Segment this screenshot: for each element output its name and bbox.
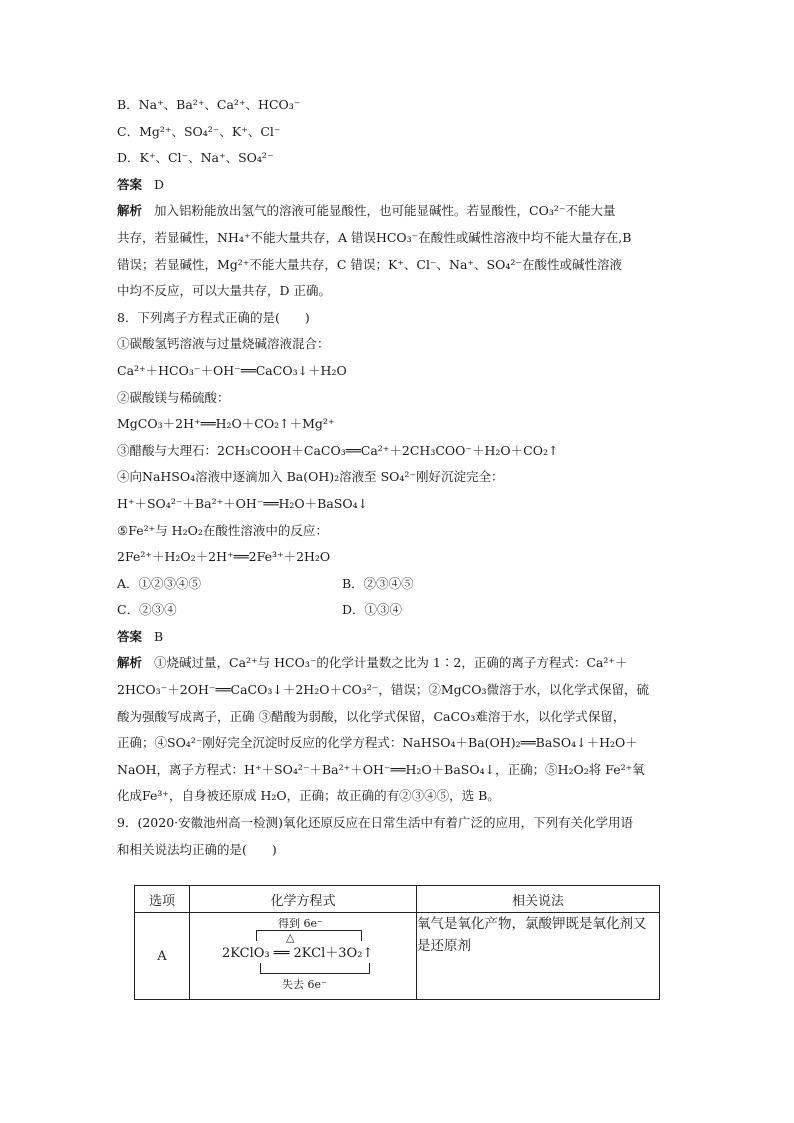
question-8-item: MgCO₃＋2H⁺══H₂O＋CO₂↑＋Mg²⁺: [117, 416, 335, 432]
chemical-equation: 2KClO₃ ══ 2KCl＋3O₂↑: [222, 946, 374, 961]
lose-bracket: [260, 963, 370, 974]
analysis-8-line: 化成Fe³⁺，自身被还原成 H₂O，正确；故正确的有②③④⑤，选 B。: [117, 788, 500, 804]
question-8-item: ②碳酸镁与稀硫酸：: [117, 389, 230, 405]
question-8-item: ①碳酸氢钙溶液与过量烧碱溶液混合：: [117, 336, 330, 352]
answer-value: D: [154, 176, 165, 192]
option-d-prev: D．K⁺、Cl⁻、Na⁺、SO₄²⁻: [117, 150, 274, 166]
option-c-prev: C．Mg²⁺、SO₄²⁻、K⁺、Cl⁻: [117, 123, 281, 139]
header-equation: 化学方程式: [190, 886, 417, 913]
answer-8: [117, 624, 677, 651]
question-8-item: H⁺＋SO₄²⁻＋Ba²⁺＋OH⁻══H₂O＋BaSO₄↓: [117, 495, 369, 511]
analysis-label: 解析: [117, 655, 143, 671]
header-option: 选项: [135, 886, 190, 913]
answer-7: [117, 172, 677, 199]
lose-electrons-label: 失去 6e⁻: [282, 978, 327, 991]
option-c: C．②③④: [117, 602, 177, 618]
gain-bracket: [256, 930, 362, 941]
gain-electrons-label: 得到 6e⁻: [278, 917, 323, 930]
question-8-options-row: [117, 597, 677, 624]
question-8-item: Ca²⁺＋HCO₃⁻＋OH⁻══CaCO₃↓＋H₂O: [117, 362, 347, 378]
row-option: A: [135, 913, 190, 1000]
table-header-row: [135, 886, 660, 913]
table-row: [135, 913, 660, 1000]
analysis-8-line: 解析 ①烧碱过量，Ca²⁺与 HCO₃⁻的化学计量数之比为 1∶2，正确的离子方程式：Ca²⁺＋: [117, 655, 628, 671]
electron-transfer-diagram: [190, 913, 416, 999]
analysis-8-line: NaOH，离子方程式：H⁺＋SO₄²⁻＋Ba²⁺＋OH⁻══H₂O＋BaSO₄↓，正确；⑤H₂O₂将 Fe²⁺氧: [117, 761, 645, 777]
analysis-7-line: 解析 加入铝粉能放出氢气的溶液可能显酸性，也可能显碱性。若显酸性，CO₃²⁻不能大量: [117, 203, 616, 219]
question-8-options-row: [117, 571, 677, 598]
options-table: [134, 885, 660, 1000]
option-a: A．①②③④⑤: [117, 575, 202, 591]
question-9-title: 和相关说法均正确的是( ): [117, 841, 277, 857]
document-body: [117, 92, 677, 863]
question-8-item: ⑤Fe²⁺与 H₂O₂在酸性溶液中的反应：: [117, 522, 328, 538]
row-saying: 氧气是氧化产物，氯酸钾既是氧化剂又是还原剂: [417, 913, 660, 1000]
option-b-prev: B．Na⁺、Ba²⁺、Ca²⁺、HCO₃⁻: [117, 97, 301, 112]
option-b: B．②③④⑤: [342, 575, 414, 591]
question-8-item: 2Fe²⁺＋H₂O₂＋2H⁺══2Fe³⁺＋2H₂O: [117, 549, 331, 565]
option-d: D．①③④: [342, 602, 403, 618]
analysis-8-line: 酸为强酸写成离子，正确 ③醋酸为弱酸，以化学式保留，CaCO₃难溶于水，以化学式保留，: [117, 708, 626, 724]
row-equation: [190, 913, 417, 1000]
question-8-item: ④向NaHSO₄溶液中逐滴加入 Ba(OH)₂溶液至 SO₄²⁻刚好沉淀完全：: [117, 469, 504, 485]
answer-label: 答案: [117, 176, 143, 192]
analysis-7-line: 共存，若显碱性，NH₄⁺不能大量共存，A 错误HCO₃⁻在酸性或碱性溶液中均不能大量存在,B: [117, 229, 632, 245]
question-8-item: ③醋酸与大理石：2CH₃COOH＋CaCO₃══Ca²⁺＋2CH₃COO⁻＋H₂O＋CO₂↑: [117, 442, 559, 458]
analysis-8-line: 正确；④SO₄²⁻刚好完全沉淀时反应的化学方程式：NaHSO₄＋Ba(OH)₂══BaSO₄↓＋H₂O＋: [117, 735, 638, 751]
analysis-label: 解析: [117, 203, 143, 219]
answer-label: 答案: [117, 628, 143, 644]
question-8-title: 8．下列离子方程式正确的是( ): [117, 309, 310, 325]
analysis-7-line: 错误；若显碱性，Mg²⁺不能大量共存，C 错误；K⁺、Cl⁻、Na⁺、SO₄²⁻在酸性或碱性溶液: [117, 256, 622, 272]
answer-value: B: [154, 628, 164, 644]
analysis-8-line: 2HCO₃⁻＋2OH⁻══CaCO₃↓＋2H₂O＋CO₃²⁻，错误；②MgCO₃微溶于水，以化学式保留，硫: [117, 682, 650, 698]
question-9-title: 9．(2020·安徽池州高一检测)氧化还原反应在日常生活中有着广泛的应用，下列有关化学用语: [117, 815, 633, 831]
heating-symbol: △: [286, 931, 295, 944]
analysis-7-line: 中均不反应，可以大量共存，D 正确。: [117, 283, 331, 299]
header-saying: 相关说法: [417, 886, 660, 913]
